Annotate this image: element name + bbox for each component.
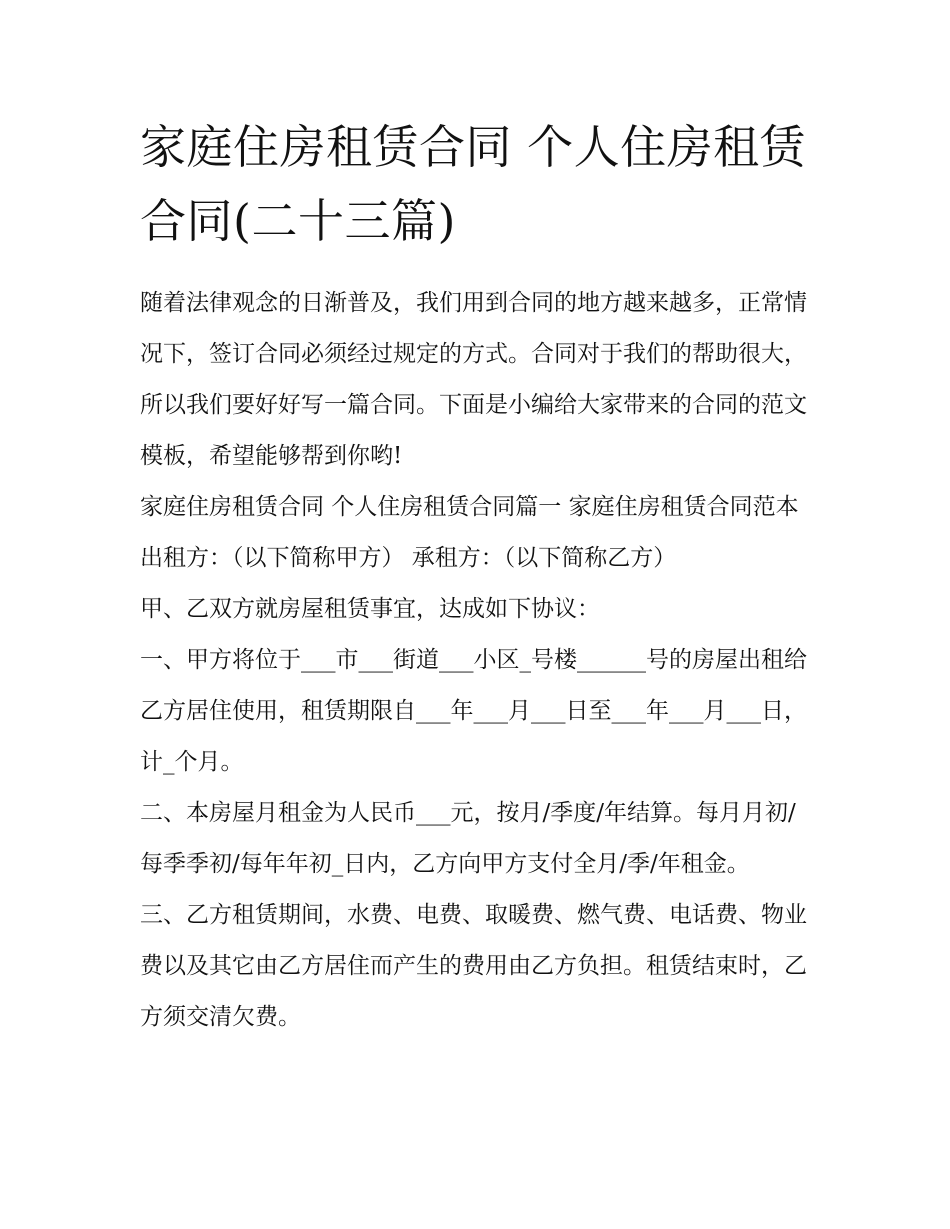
document-title: 家庭住房租赁合同 个人住房租赁合同(二十三篇) <box>140 120 807 248</box>
agreement-intro-paragraph: 甲、乙双方就房屋租赁事宜，达成如下协议： <box>140 596 600 622</box>
intro-paragraph: 随着法律观念的日渐普及，我们用到合同的地方越来越多，正常情况下，签订合同必须经过规定的方式。合同对于我们的帮助很大，所以我们要好好写一篇合同。下面是小编给大家带来的合同的范文模板，希望能够帮到你哟! <box>140 290 807 469</box>
clause-one-paragraph: 一、甲方将位于___市___街道___小区_号楼______号的房屋出租给乙方居住使用，租赁期限自___年___月___日至___年___月___日，计_个月。 <box>140 647 807 775</box>
clause-two-paragraph: 二、本房屋月租金为人民币___元，按月/季度/年结算。每月月初/每季季初/每年年初_日内，乙方向甲方支付全月/季/年租金。 <box>140 800 796 877</box>
contract-heading-paragraph: 家庭住房租赁合同 个人住房租赁合同篇一 家庭住房租赁合同范本 出租方：（以下简称甲方） 承租方：（以下简称乙方） <box>140 494 799 571</box>
clause-three-paragraph: 三、乙方租赁期间，水费、电费、取暖费、燃气费、电话费、物业费以及其它由乙方居住而产生的费用由乙方负担。租赁结束时，乙方须交清欠费。 <box>140 902 807 1030</box>
document-content <box>140 110 810 1043</box>
